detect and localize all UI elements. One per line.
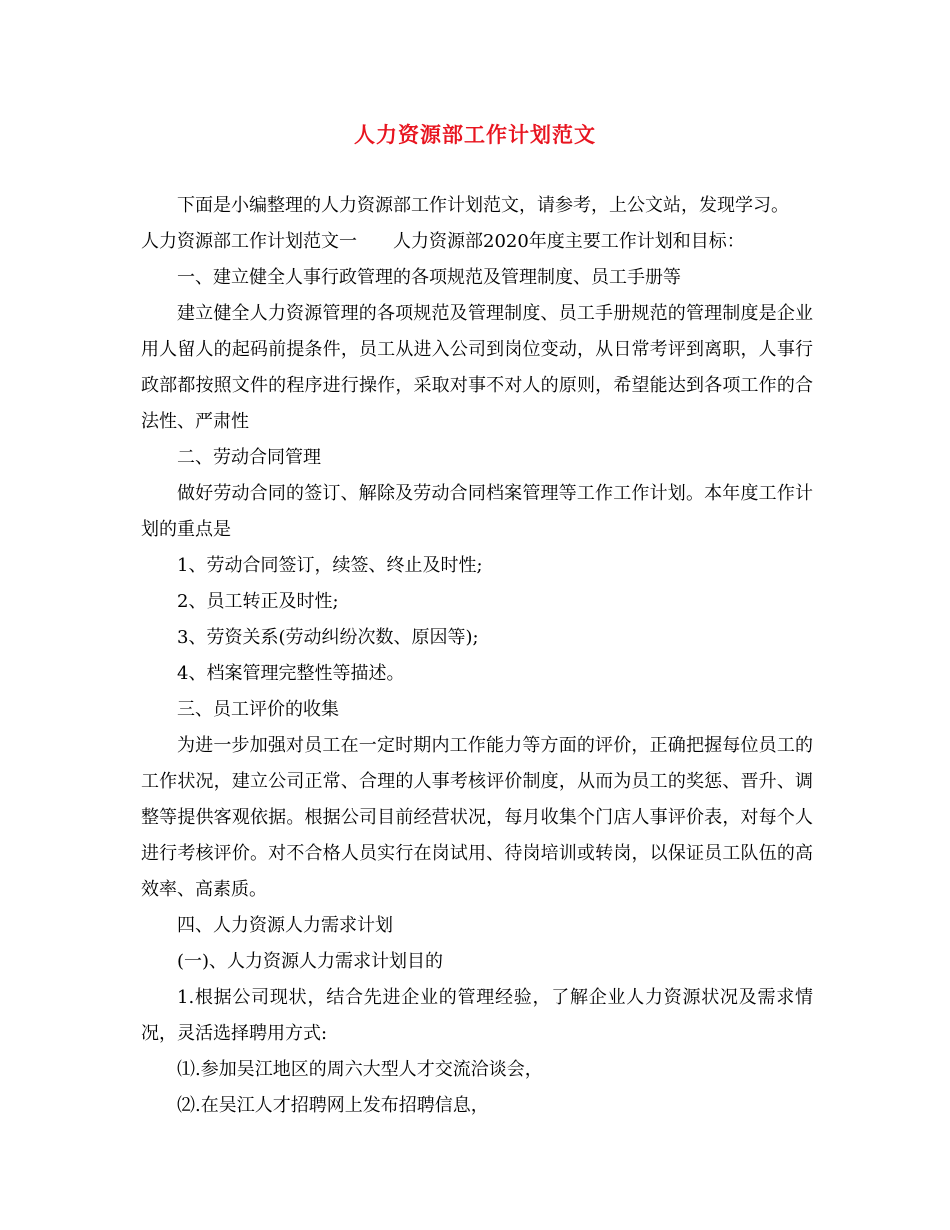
list-item: 1、劳动合同签订，续签、终止及时性; — [177, 555, 483, 576]
paragraph: 建立健全人力资源管理的各项规范及管理制度、员工手册规范的管理制度是企业用人留人的起码前提条件，员工从进入公司到岗位变动，从日常考评到离职，人事行政部都按照文件的程序进行操作，采取对事不对人的原则，希望能达到各项工作的合法性、严肃性 — [141, 303, 813, 432]
paragraph: 下面是小编整理的人力资源部工作计划范文，请参考，上公文站，发现学习。 — [177, 195, 789, 216]
paragraph: 1.根据公司现状，结合先进企业的管理经验，了解企业人力资源状况及需求情况，灵活选择聘用方式: — [141, 987, 813, 1044]
paragraph: 人力资源部工作计划范文一 人力资源部2020年度主要工作计划和目标： — [141, 231, 745, 252]
section-heading: 三、员工评价的收集 — [177, 699, 339, 720]
document-body — [141, 188, 813, 1124]
list-item: 3、劳资关系(劳动纠纷次数、原因等); — [177, 627, 479, 648]
document-title: 人力资源部工作计划范文 — [354, 122, 596, 147]
list-item: ⑴.参加吴江地区的周六大型人才交流洽谈会， — [177, 1059, 543, 1080]
section-heading: 二、劳动合同管理 — [177, 447, 321, 468]
list-item: ⑵.在吴江人才招聘网上发布招聘信息， — [177, 1095, 489, 1116]
section-heading: 一、建立健全人事行政管理的各项规范及管理制度、员工手册等 — [177, 267, 681, 288]
list-item: 4、档案管理完整性等描述。 — [177, 663, 405, 684]
paragraph: 为进一步加强对员工在一定时期内工作能力等方面的评价，正确把握每位员工的工作状况，建立公司正常、合理的人事考核评价制度，从而为员工的奖惩、晋升、调整等提供客观依据。根据公司目前经营状况，每月收集个门店人事评价表，对每个人进行考核评价。对不合格人员实行在岗试用、待岗培训或转岗，以保证员工队伍的高效率、高素质。 — [141, 735, 813, 900]
list-item: 2、员工转正及时性; — [177, 591, 339, 612]
section-heading: 四、人力资源人力需求计划 — [177, 915, 393, 936]
paragraph: 做好劳动合同的签订、解除及劳动合同档案管理等工作工作计划。本年度工作计划的重点是 — [141, 483, 813, 540]
subsection-heading: (一)、人力资源人力需求计划目的 — [177, 951, 444, 972]
